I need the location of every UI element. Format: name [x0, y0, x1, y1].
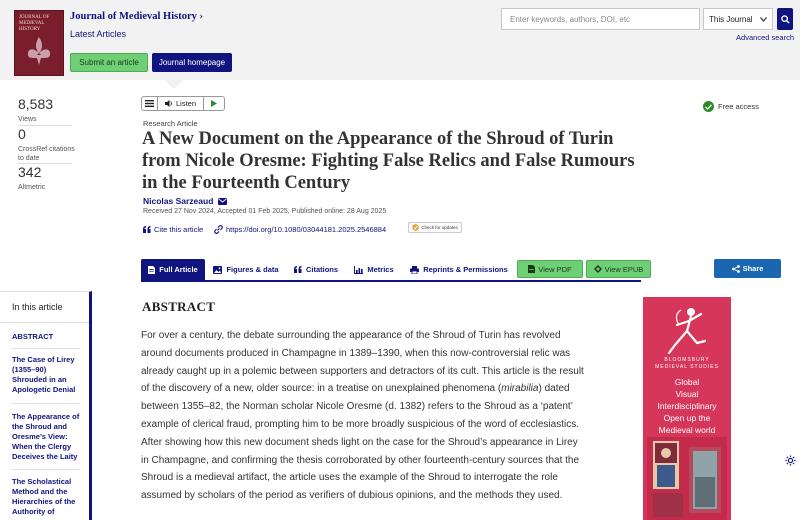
menu-icon — [145, 100, 154, 107]
share-button[interactable] — [714, 259, 781, 278]
tab-metrics[interactable] — [350, 259, 398, 280]
fleur-de-lis-icon — [25, 35, 53, 67]
email-icon[interactable] — [218, 198, 227, 205]
crossref-count: 0 — [18, 126, 26, 142]
site-header — [0, 0, 800, 80]
settings-gear-button[interactable] — [785, 453, 796, 471]
ad-brand: BLOOMSBURY MEDIEVAL STUDIES — [655, 357, 719, 370]
cite-article-link[interactable] — [143, 225, 203, 234]
publication-dates: Received 27 Nov 2024, Accepted 01 Feb 2025, Published online: 28 Aug 2025 — [143, 208, 387, 215]
toc-item-scholastical-method[interactable]: The Scholastical Method and the Hierarchies of the Authority of — [12, 477, 76, 516]
tab-reprints-permissions[interactable] — [406, 259, 512, 280]
cite-label: Cite this article — [154, 225, 204, 234]
toc-divider — [0, 322, 89, 323]
search-scope-select[interactable] — [703, 8, 773, 30]
check-circle-icon — [703, 101, 714, 112]
journal-cover-image[interactable] — [14, 10, 64, 76]
quote-icon — [143, 226, 151, 233]
journal-title-link[interactable]: Journal of Medieval History › — [70, 11, 203, 22]
speaker-icon — [165, 100, 173, 107]
doi-link[interactable] — [214, 225, 386, 234]
tab-metrics-label: Metrics — [367, 265, 394, 274]
search-icon — [781, 15, 790, 24]
quote-icon — [294, 266, 302, 273]
document-icon — [148, 266, 155, 274]
search-input[interactable] — [501, 8, 700, 30]
abstract-text-part2: ) dated between 1355–82, the Norman scholar Nicole Oresme (d. 1382) refers to the Shroud as a ‘patent’ example of clerical fraud, prompting him to be more broadly suspicious of the word of ecclesiastics. After showing how this new document sheds light on the case for the Shroud’s appearance in Lirey in Champagne, and confirming the thesis corroborated by other fourteenth-century sources that the Shroud is a medieval artifact, the article uses the example of the Shroud to interrogate the role assumed by scholars of the period as verifiers of dubious opinions, and the methods they used. — [141, 383, 580, 502]
ad-artwork — [647, 437, 727, 520]
abstract-text-part1: For over a century, the debate surrounding the appearance of the Shroud of Turin has revolved around documents produced in Champagne in 1389–1390, when this now-controversial relic was already caught up in a polemic between supporters and detractors of its cult. This article is the result of the discovery of a new, older source: in a treatise on unexplained phenomena ( — [141, 330, 584, 395]
tab-underline — [141, 280, 641, 282]
tab-reprints-label: Reprints & Permissions — [423, 265, 508, 274]
free-access-label: Free access — [718, 102, 759, 111]
gear-icon — [785, 455, 796, 466]
listen-button[interactable] — [158, 97, 204, 110]
bar-chart-icon — [354, 266, 363, 274]
author-name: Nicolas Sarzeaud — [143, 196, 214, 206]
tab-figures-data[interactable] — [210, 259, 282, 280]
share-label: Share — [742, 264, 764, 273]
listen-toolbar — [141, 96, 225, 111]
toc-item-appearance-of-shroud[interactable]: The Appearance of the Shroud and Oresme’s View: When the Clergy Deceives the Laity — [12, 412, 80, 461]
chevron-down-icon — [760, 17, 767, 22]
link-icon — [214, 225, 223, 234]
author-link[interactable] — [143, 196, 227, 206]
tab-full-article-label: Full Article — [159, 265, 198, 274]
listen-label: Listen — [175, 99, 196, 108]
toc-divider — [12, 403, 80, 404]
altmetric-label: Altmetric — [18, 184, 46, 191]
article-type: Research Article — [143, 119, 198, 128]
free-access-badge — [703, 101, 759, 112]
check-updates-button[interactable] — [408, 222, 462, 233]
toc-divider — [12, 348, 80, 349]
printer-icon — [410, 266, 419, 274]
view-epub-button[interactable] — [586, 260, 651, 278]
submit-article-button[interactable]: Submit an article — [70, 53, 148, 72]
epub-icon — [594, 265, 602, 273]
image-icon — [213, 266, 222, 274]
article-title: A New Document on the Appearance of the Shroud of Turin from Nicole Oresme: Fighting False Relics and False Rumours in the Fourteenth Century — [142, 129, 635, 193]
advanced-search-link[interactable]: Advanced search — [736, 33, 794, 42]
check-updates-label: Check for updates — [421, 225, 458, 230]
homepage-caret — [164, 80, 184, 89]
tab-figures-label: Figures & data — [226, 265, 279, 274]
search-button[interactable] — [777, 8, 793, 30]
altmetric-count[interactable]: 342 — [18, 164, 42, 180]
view-pdf-label: View PDF — [538, 264, 572, 274]
dancing-figure-icon — [661, 305, 713, 357]
search-placeholder: Enter keywords, authors, DOI, etc — [510, 14, 631, 24]
menu-button[interactable] — [142, 97, 158, 110]
doi-text: https://doi.org/10.1080/03044181.2025.2546884 — [226, 225, 387, 234]
latest-articles-link[interactable]: Latest Articles — [70, 29, 127, 39]
toc-item-case-of-lirey[interactable]: The Case of Lirey (1355–90) Shrouded in an Apologetic Denial — [12, 355, 76, 394]
tab-citations-label: Citations — [305, 265, 339, 274]
toc-divider — [12, 469, 80, 470]
journal-homepage-button[interactable]: Journal homepage — [152, 53, 232, 72]
play-button[interactable] — [204, 97, 224, 110]
tab-citations[interactable] — [290, 259, 342, 280]
advertisement-banner[interactable] — [643, 297, 731, 520]
views-label: Views — [18, 116, 37, 123]
crossmark-icon — [412, 224, 419, 231]
abstract-text — [141, 327, 587, 505]
table-of-contents — [0, 291, 92, 520]
toc-item-abstract[interactable]: ABSTRACT — [12, 332, 54, 341]
play-icon — [211, 100, 217, 107]
view-epub-label: View EPUB — [604, 264, 644, 274]
crossref-label: CrossRef citations to date — [18, 146, 75, 162]
cover-title: JOURNAL OF MEDIEVAL HISTORY — [19, 15, 50, 32]
views-count: 8,583 — [18, 96, 54, 112]
share-icon — [732, 265, 740, 273]
pdf-icon — [528, 265, 535, 273]
abstract-heading: ABSTRACT — [142, 299, 216, 314]
ad-tagline: Global Visual Interdisciplinary Open up the Medieval world — [657, 377, 717, 435]
tab-full-article[interactable] — [141, 259, 205, 280]
toc-header: In this article — [12, 302, 63, 312]
search-scope-value: This Journal — [709, 14, 753, 24]
abstract-text-italic: mirabilia — [501, 383, 539, 395]
view-pdf-button[interactable] — [517, 260, 583, 278]
metric-divider — [18, 125, 72, 126]
